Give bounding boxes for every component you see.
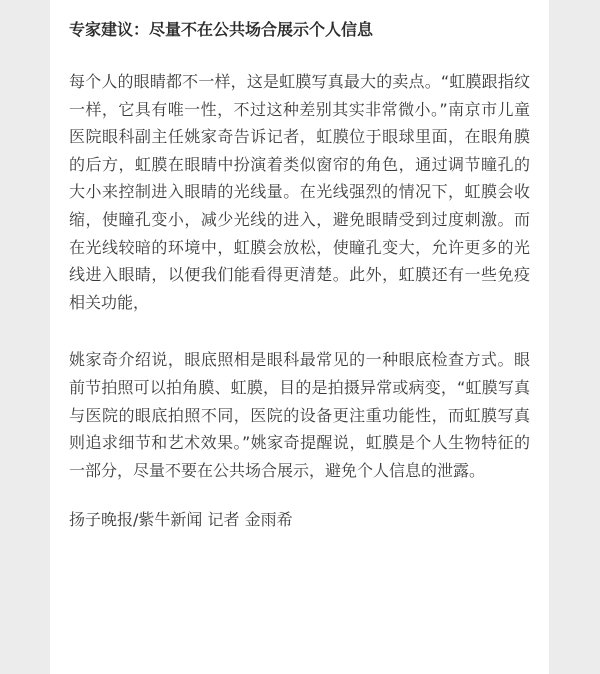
paragraph-spacer [69, 484, 530, 508]
article-heading: 专家建议：尽量不在公共场合展示个人信息 [69, 20, 374, 39]
article-paragraph-1: 每个人的眼睛都不一样，这是虹膜写真最大的卖点。“虹膜跟指纹一样，它具有唯一性，不过这种差别其实非常微小。”南京市儿童医院眼科副主任姚家奇告诉记者，虹膜位于眼球里面，在眼角膜的后方，虹膜在眼睛中扮演着类似窗帘的角色，通过调节瞳孔的大小来控制进入眼睛的光线量。在光线强烈的情况下，虹膜会收缩，使瞳孔变小，减少光线的进入，避免眼睛受到过度刺激。而在光线较暗的环境中，虹膜会放松，使瞳孔变大，允许更多的光线进入眼睛，以便我们能看得更清楚。此外，虹膜还有一些免疫相关功能， [69, 72, 530, 312]
article-paragraph-2: 姚家奇介绍说，眼底照相是眼科最常见的一种眼底检查方式。眼前节拍照可以拍角膜、虹膜，目的是拍摄异常或病变，“虹膜写真与医院的眼底拍照不同，医院的设备更注重功能性，而虹膜写真则追求细节和艺术效果。”姚家奇提醒说，虹膜是个人生物特征的一部分，尽量不要在公共场合展示，避免个人信息的泄露。 [69, 350, 530, 480]
article-page [50, 0, 549, 674]
article-byline: 扬子晚报/紫牛新闻 记者 金雨希 [69, 510, 293, 530]
paragraph-spacer [69, 316, 530, 346]
